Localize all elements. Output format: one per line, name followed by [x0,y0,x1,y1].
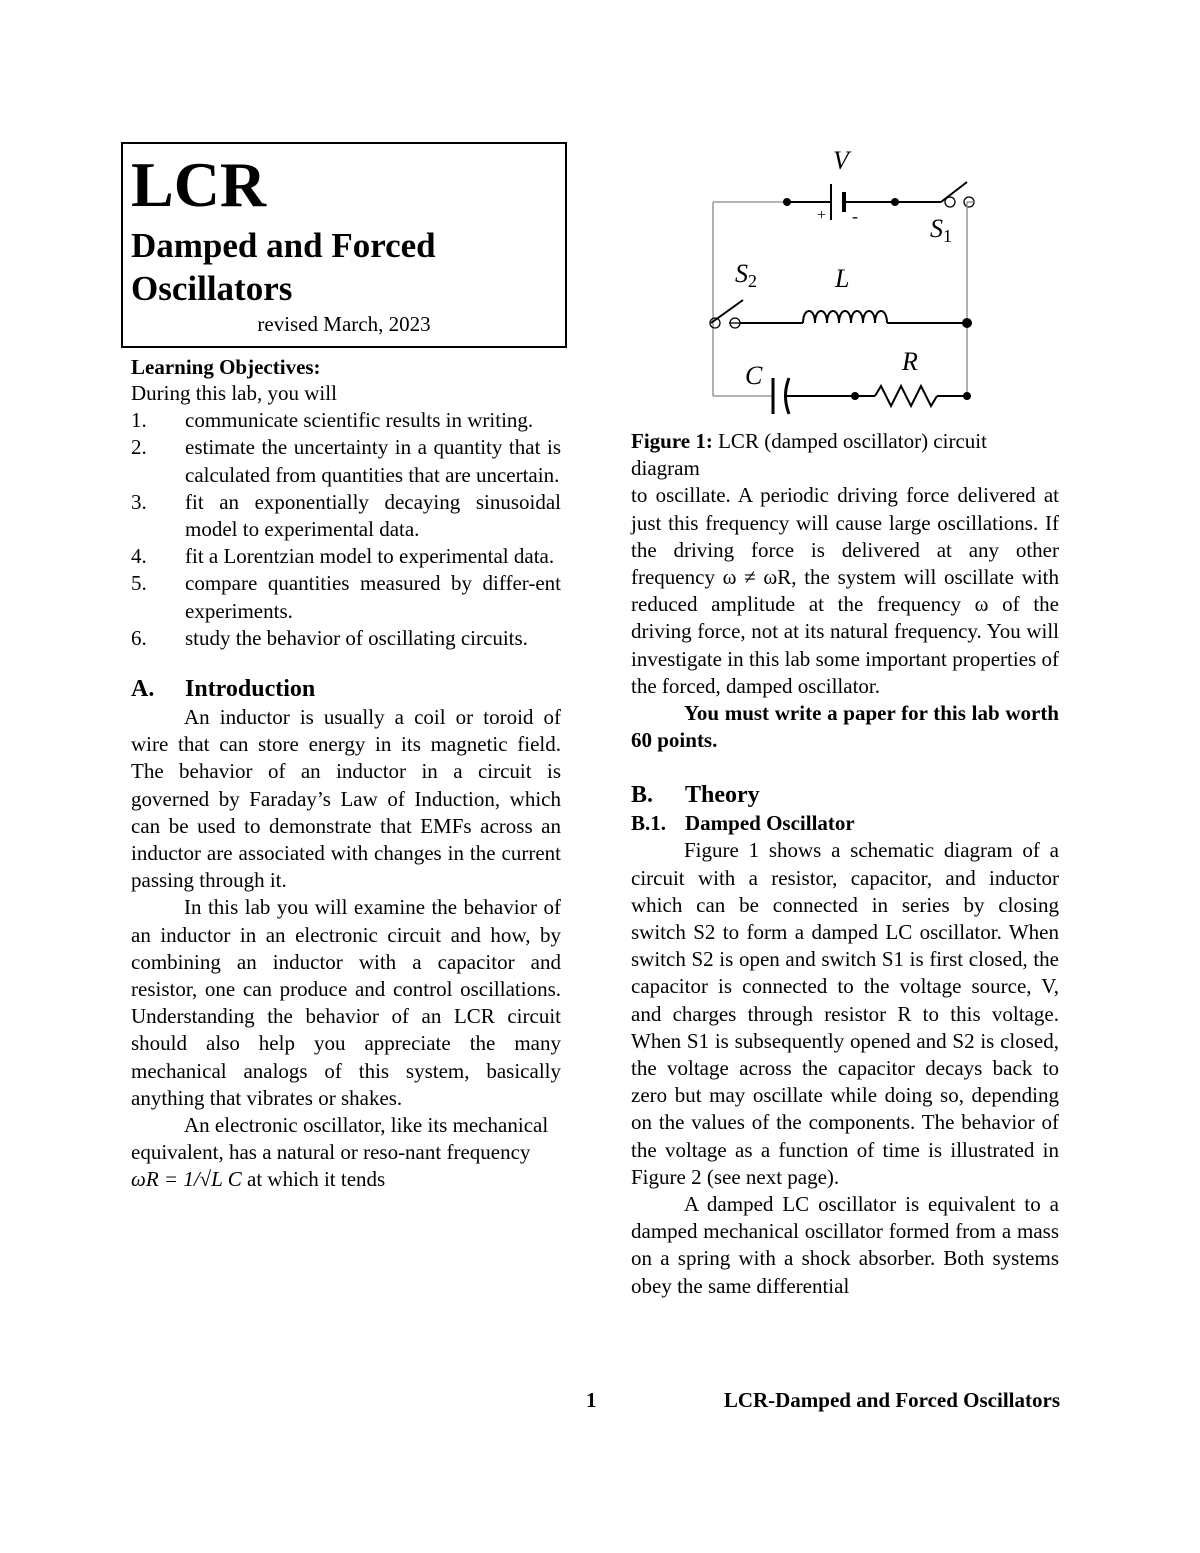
item-number: 5. [131,571,147,596]
page-title: LCR [131,149,267,220]
item-text: communicate scientific results in writing. [185,408,534,433]
item-number: 4. [131,544,147,569]
label-c: C [745,361,763,390]
section-number: B. [631,782,654,809]
paper-requirement-note: You must write a paper for this lab worth 60 points. [631,701,1059,753]
right-column [631,142,1059,1300]
paragraph-text: An electronic oscillator, like its mechanical equivalent, has a natural or reso-nant frequency [131,1113,549,1165]
theory-paragraph-1: Figure 1 shows a schematic diagram of a circuit with a resistor, capacitor, and inductor which can be connected in series by closing switch S2 to form a damped LC oscillator. When switch S2 is open and switch S1 is first closed, the capacitor is connected to the voltage source, V, and charges through resistor R to this voltage. When S1 is subsequently opened and S2 is closed, the voltage across the capacitor decays back to zero but may oscillate while doing so, depending on the values of the components. The behavior of the voltage as a function of time is illustrated in Figure 2 (see next page). [631,838,1059,1189]
item-text: compare quantities measured by differ-ent experiments. [185,571,561,623]
intro-paragraph-2: In this lab you will examine the behavior of an inductor in an electronic circuit and how, by combining an inductor with a capacitor and resistor, one can produce and control oscillations. Understanding the behavior of an LCR circuit should also help you appreciate the many mechanical analogs of this system, basically anything that vibrates or shakes. [131,895,561,1110]
item-text: estimate the uncertainty in a quantity that is calculated from quantities that are uncertain. [185,435,561,487]
intro-paragraph-3 [131,1112,561,1194]
item-text: fit a Lorentzian model to experimental data. [185,544,555,569]
item-number: 6. [131,625,147,650]
lcr-circuit-diagram [705,142,1065,422]
figure-caption [631,428,1059,482]
theory-paragraph-2: A damped LC oscillator is equivalent to a damped mechanical oscillator formed from a mass on a spring with a shock absorber. Both systems obey the same differential [631,1192,1059,1298]
subsection-number: B.1. [631,811,667,836]
item-number: 2. [131,435,147,460]
resonant-frequency-formula: ωR = 1/√L C [131,1167,242,1192]
revision-date: revised March, 2023 [257,312,431,336]
label-v: V [833,146,849,175]
caption-label: Figure 1: [631,429,713,453]
list-item [131,570,561,624]
label-minus: - [852,206,858,226]
intro-continuation: to oscillate. A periodic driving force delivered at just this frequency will cause large oscillations. If the driving force is delivered at any other frequency ω ≠ ωR, the system will oscillate with reduced amplitude at the frequency ω of the driving force, not at its natural frequency. You will investigate in this lab some important properties of the forced, damped oscillator. [631,483,1059,698]
subsection-heading-damped [631,810,1059,837]
list-item [131,543,561,570]
label-plus: + [817,207,827,224]
page-subtitle: Damped and Forced Oscillators [131,226,436,308]
item-number: 1. [131,408,147,433]
paragraph-text: at which it tends [241,1167,386,1192]
list-item [131,489,561,543]
section-title: Theory [685,782,760,809]
section-heading-introduction [131,674,561,704]
objectives-intro: During this lab, you will [131,381,337,405]
objectives-heading: Learning Objectives: [131,355,321,379]
footer-title: LCR-Damped and Forced Oscillators [723,1388,1060,1412]
title-box [121,142,567,348]
list-item [131,407,561,434]
item-number: 3. [131,489,147,514]
section-number: A. [131,676,155,703]
subsection-title: Damped Oscillator [685,811,855,836]
list-item [131,434,561,488]
label-s2: S2 [735,259,757,291]
section-title: Introduction [185,676,316,703]
label-s1: S1 [930,214,952,246]
item-text: study the behavior of oscillating circuits. [185,625,528,650]
label-l: L [835,264,850,293]
left-column [131,142,561,1194]
item-text: fit an exponentially decaying sinusoidal model to experimental data. [185,489,561,542]
objectives-list [131,407,561,652]
label-r: R [902,347,918,376]
section-heading-theory [631,780,1059,810]
caption-text: LCR (damped oscillator) circuit diagram [631,429,987,481]
list-item [131,625,561,652]
page-number: 1 [586,1388,597,1412]
intro-paragraph-1: An inductor is usually a coil or toroid of wire that can store energy in its magnetic field. The behavior of an inductor in a circuit is governed by Faraday’s Law of Induction, which can be used to demonstrate that EMFs across an inductor are associated with changes in the current passing through it. [131,705,561,893]
